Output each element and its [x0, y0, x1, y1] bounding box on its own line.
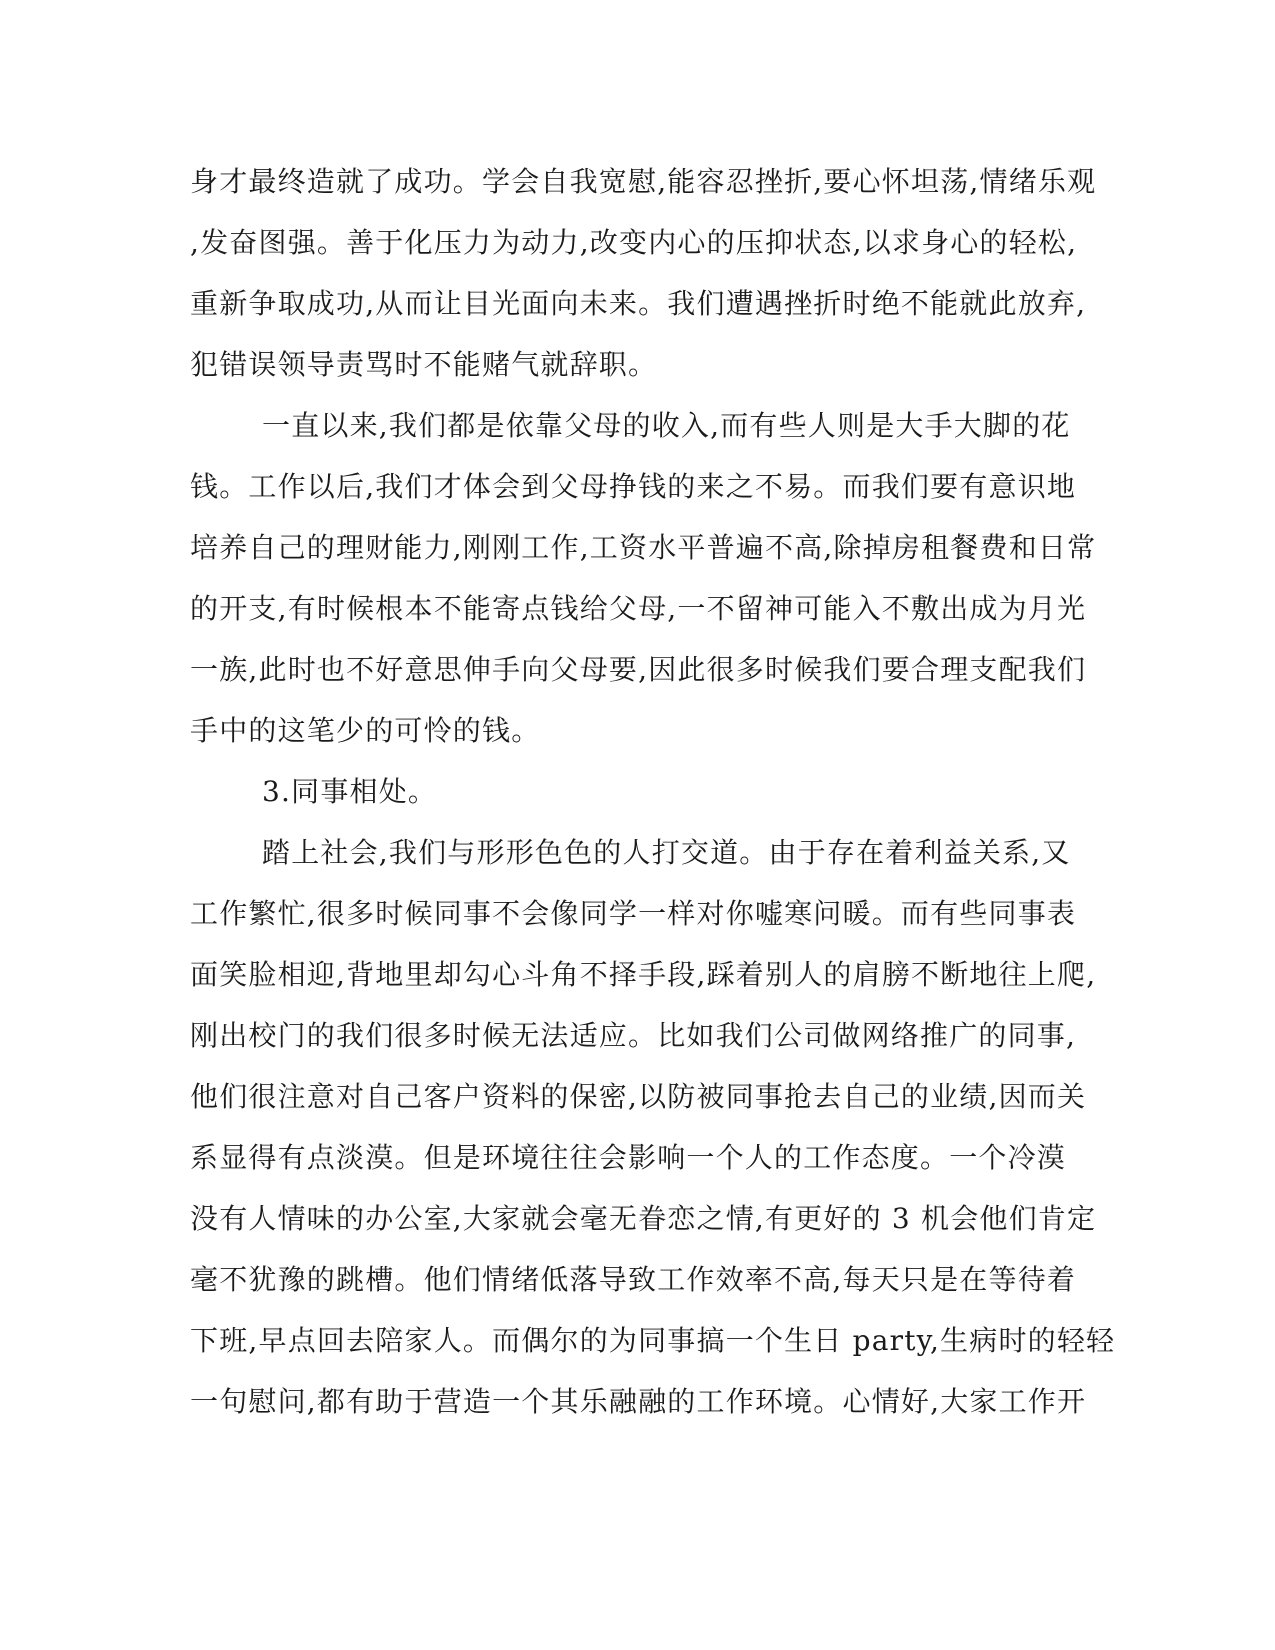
text-line: 钱。工作以后,我们才体会到父母挣钱的来之不易。而我们要有意识地 — [190, 470, 1077, 503]
text-line: 一句慰问,都有助于营造一个其乐融融的工作环境。心情好,大家工作开 — [190, 1385, 1087, 1418]
text-line: 犯错误领导责骂时不能赌气就辞职。 — [190, 348, 658, 381]
text-line: 系显得有点淡漠。但是环境往往会影响一个人的工作态度。一个冷漠 — [190, 1141, 1067, 1174]
text-line: 工作繁忙,很多时候同事不会像同学一样对你嘘寒问暖。而有些同事表 — [190, 897, 1077, 930]
text-line: 毫不犹豫的跳槽。他们情绪低落导致工作效率不高,每天只是在等待着 — [190, 1263, 1077, 1296]
text-line: 身才最终造就了成功。学会自我宽慰,能容忍挫折,要心怀坦荡,情绪乐观 — [190, 165, 1097, 198]
text-line: ,发奋图强。善于化压力为动力,改变内心的压抑状态,以求身心的轻松, — [190, 226, 1078, 259]
text-line: 踏上社会,我们与形形色色的人打交道。由于存在着利益关系,又 — [262, 836, 1071, 869]
text-line: 的开支,有时候根本不能寄点钱给父母,一不留神可能入不敷出成为月光 — [190, 592, 1087, 625]
text-line: 培养自己的理财能力,刚刚工作,工资水平普遍不高,除掉房租餐费和日常 — [190, 531, 1097, 564]
text-line: 手中的这笔少的可怜的钱。 — [190, 714, 541, 747]
text-line: 面笑脸相迎,背地里却勾心斗角不择手段,踩着别人的肩膀不断地往上爬, — [190, 958, 1097, 991]
text-line: 重新争取成功,从而让目光面向未来。我们遭遇挫折时绝不能就此放弃, — [190, 287, 1087, 320]
text-line: 没有人情味的办公室,大家就会毫无眷恋之情,有更好的 3 机会他们肯定 — [190, 1202, 1097, 1235]
text-line: 一族,此时也不好意思伸手向父母要,因此很多时候我们要合理支配我们 — [190, 653, 1087, 686]
document-body — [190, 162, 1116, 1443]
text-line: 3.同事相处。 — [262, 775, 438, 808]
text-line: 他们很注意对自己客户资料的保密,以防被同事抢去自己的业绩,因而关 — [190, 1080, 1087, 1113]
text-line: 下班,早点回去陪家人。而偶尔的为同事搞一个生日 party,生病时的轻轻 — [190, 1324, 1116, 1357]
text-line: 一直以来,我们都是依靠父母的收入,而有些人则是大手大脚的花 — [262, 409, 1071, 442]
text-line: 刚出校门的我们很多时候无法适应。比如我们公司做网络推广的同事, — [190, 1019, 1077, 1052]
